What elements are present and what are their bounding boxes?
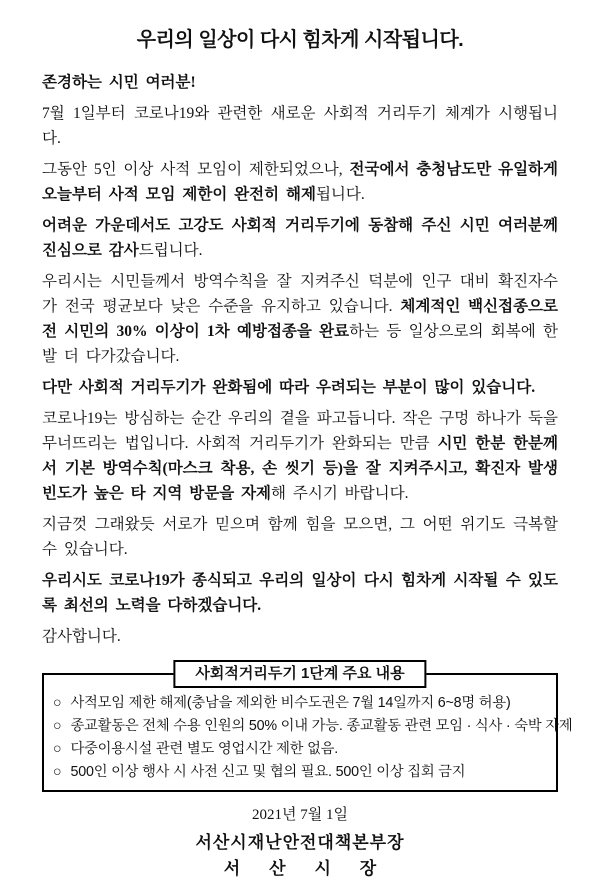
emphasis-text: 전국에서 충청남도만 유일하게 오늘부터 사적 모임 제한이 완전히 해제	[42, 161, 558, 203]
emphasis-text: 존경하는 시민 여러분!	[42, 74, 196, 91]
paragraph	[42, 568, 558, 618]
notice-item	[53, 715, 573, 738]
notice-box-title: 사회적거리두기 1단계 주요 내용	[173, 660, 426, 688]
emphasis-text: 다만 사회적 거리두기가 완화됨에 따라 우려되는 부분이 많이 있습니다.	[42, 379, 536, 396]
paragraph	[42, 375, 558, 400]
emphasis-text: 어려운 가운데서도 고강도 사회적 거리두기에 동참해 주신 시민 여러분께 진심으로 감사	[42, 217, 558, 259]
paragraph	[42, 406, 558, 506]
signature-mayor: 서산시장	[223, 859, 406, 878]
emphasis-text: 체계적인 백신접종으로 전 시민의 30% 이상이 1차 예방접종을 완료	[42, 298, 559, 340]
notice-box	[42, 665, 573, 792]
paragraph	[42, 70, 558, 95]
notice-item	[53, 761, 547, 784]
document-title: 우리의 일상이 다시 힘차게 시작됩니다.	[136, 29, 464, 51]
notice-item-text: 사적모임 제한 해제(충남을 제외한 비수도권은 7월 14일까지 6~8명 허용)	[70, 695, 511, 711]
circle-bullet-icon: ○	[53, 718, 62, 734]
emphasis-text: 우리시도 코로나19가 종식되고 우리의 일상이 다시 힘차게 시작될 수 있도록 최선의 노력을 다하겠습니다.	[42, 572, 558, 614]
paragraph	[42, 101, 558, 151]
signature-organization: 서산시재난안전대책본부장	[195, 833, 405, 852]
paragraph	[42, 624, 558, 649]
body-text: 지금껏 그래왔듯 서로가 믿으며 함께 힘을 모으면, 그 어떤 위기도 극복할 수 있습니다.	[42, 516, 558, 558]
circle-bullet-icon: ○	[53, 764, 62, 780]
body-text: 하는 등 일상으로의 회복에 한발 더 다가갔습니다.	[42, 323, 558, 365]
body-text: 코로나19는 방심하는 순간 우리의 곁을 파고듭니다. 작은 구멍 하나가 둑을 무너뜨리는 법입니다. 사회적 거리두기가 완화되는 만큼	[42, 410, 558, 452]
notice-item	[53, 692, 547, 715]
document-date: 2021년 7월 1일	[252, 807, 348, 823]
paragraph	[42, 213, 558, 263]
circle-bullet-icon: ○	[53, 695, 62, 711]
notice-item-text: 500인 이상 행사 시 사전 신고 및 협의 필요. 500인 이상 집회 금지	[70, 764, 466, 780]
notice-item-text: 종교활동은 전체 수용 인원의 50% 이내 가능. 종교활동 관련 모임 · 식사 · 숙박 자제	[70, 718, 573, 734]
notice-box-items	[53, 692, 573, 784]
body-text: 우리시는 시민들께서 방역수칙을 잘 지켜주신 덕분에 인구 대비 확진자수가 전국 평균보다 낮은 수준을 유지하고 있습니다.	[42, 273, 558, 315]
paragraph	[42, 157, 558, 207]
paragraph	[42, 512, 558, 562]
body-paragraphs	[42, 70, 558, 649]
body-text: 해 주시기 바랍니다.	[271, 485, 409, 502]
circle-bullet-icon: ○	[53, 741, 62, 757]
body-text: 7월 1일부터 코로나19와 관련한 새로운 사회적 거리두기 체계가 시행됩니다.	[42, 105, 558, 147]
body-text: 그동안 5인 이상 사적 모임이 제한되었으나,	[42, 161, 350, 178]
body-text: 감사합니다.	[42, 628, 121, 645]
notice-item	[53, 738, 547, 761]
emphasis-text: 시민 한분 한분께서 기본 방역수칙(마스크 착용, 손 씻기 등)을 잘 지켜주시고, 확진자 발생 빈도가 높은 타 지역 방문을 자제	[42, 435, 558, 502]
notice-item-text: 다중이용시설 관련 별도 영업시간 제한 없음.	[70, 741, 339, 757]
body-text: 드립니다.	[138, 242, 203, 259]
body-text: 됩니다.	[315, 186, 365, 203]
paragraph	[42, 269, 558, 369]
